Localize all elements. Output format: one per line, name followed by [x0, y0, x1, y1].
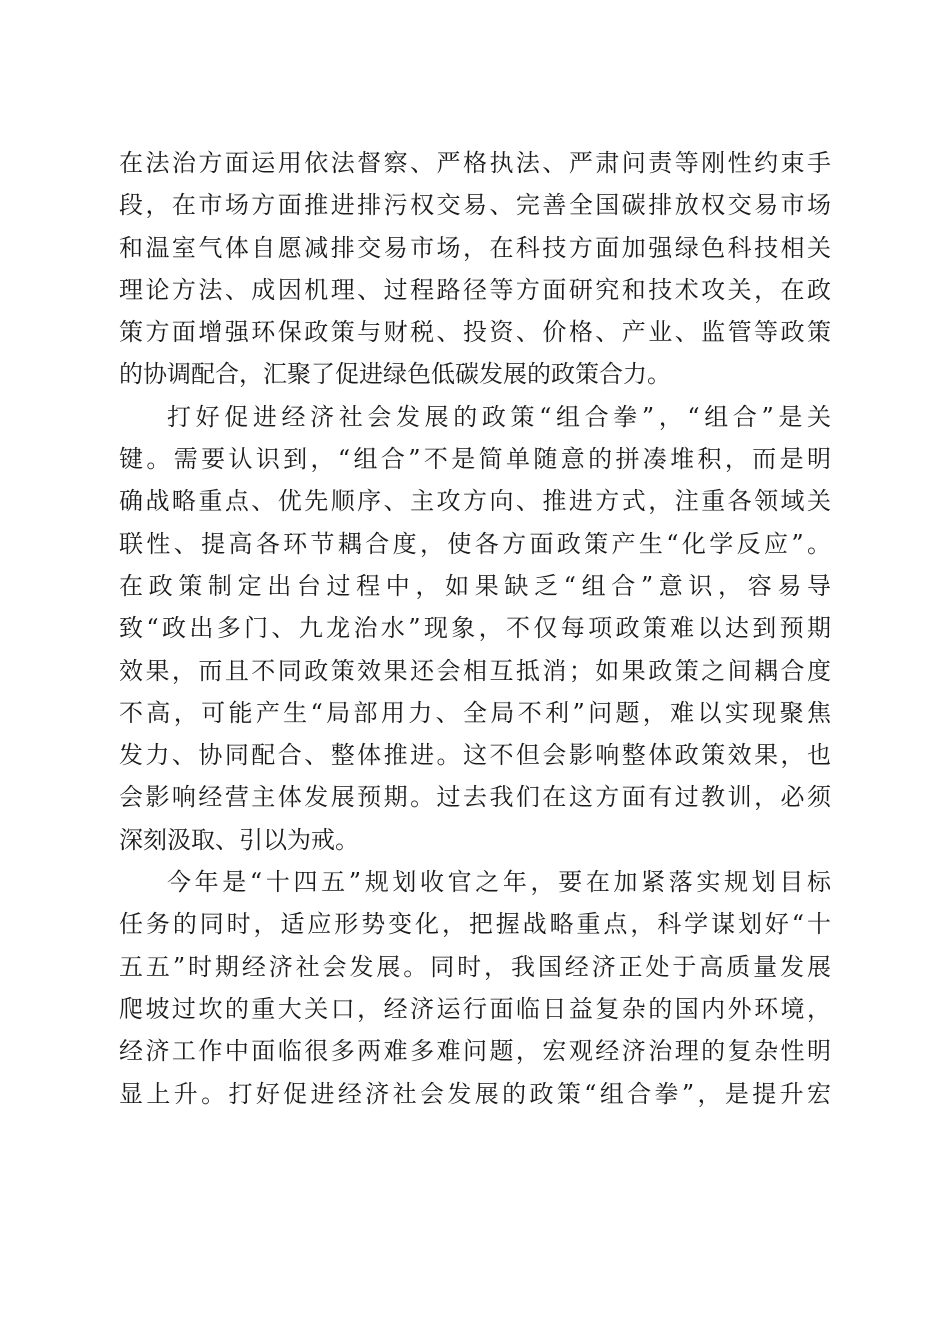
- text-line: 今年是“十四五”规划收官之年，要在加紧落实规划目标: [167, 868, 831, 897]
- text-line: 任务的同时，适应形势变化，把握战略重点，科学谋划好“十: [119, 910, 831, 939]
- text-line: 在法治方面运用依法督察、严格执法、严肃问责等刚性约束手: [119, 149, 831, 177]
- text-line: 效果，而且不同政策效果还会相互抵消；如果政策之间耦合度: [119, 656, 831, 685]
- text-line: 发力、协同配合、整体推进。这不但会影响整体政策效果，也: [119, 741, 831, 770]
- text-line: 致“政出多门、九龙治水”现象，不仅每项政策难以达到预期: [119, 614, 831, 643]
- paragraph: [119, 861, 831, 1115]
- text-line: 显上升。打好促进经济社会发展的政策“组合拳”，是提升宏: [119, 1079, 831, 1108]
- text-line: 会影响经营主体发展预期。过去我们在这方面有过教训，必须: [119, 783, 831, 812]
- text-line: 和温室气体自愿减排交易市场，在科技方面加强绿色科技相关: [119, 233, 831, 262]
- paragraph: [119, 142, 831, 396]
- body-text: [119, 142, 831, 1115]
- text-line: 联性、提高各环节耦合度，使各方面政策产生“化学反应”。: [119, 529, 831, 558]
- text-line: 确战略重点、优先顺序、主攻方向、推进方式，注重各领域关: [119, 487, 831, 516]
- text-line: 键。需要认识到，“组合”不是简单随意的拼凑堆积，而是明: [119, 445, 831, 474]
- text-line: 段，在市场方面推进排污权交易、完善全国碳排放权交易市场: [119, 191, 831, 220]
- text-line: 策方面增强环保政策与财税、投资、价格、产业、监管等政策: [119, 318, 831, 347]
- paragraph: [119, 396, 831, 861]
- text-line: 深刻汲取、引以为戒。: [119, 825, 359, 854]
- text-line: 爬坡过坎的重大关口，经济运行面临日益复杂的国内外环境，: [119, 994, 831, 1023]
- text-line: 的协调配合，汇聚了促进绿色低碳发展的政策合力。: [119, 360, 671, 389]
- text-line: 打好促进经济社会发展的政策“组合拳”，“组合”是关: [167, 402, 831, 431]
- text-line: 经济工作中面临很多两难多难问题，宏观经济治理的复杂性明: [119, 1037, 831, 1066]
- text-line: 五五”时期经济社会发展。同时，我国经济正处于高质量发展: [119, 952, 831, 981]
- text-line: 在政策制定出台过程中，如果缺乏“组合”意识，容易导: [119, 571, 831, 600]
- text-line: 不高，可能产生“局部用力、全局不利”问题，难以实现聚焦: [119, 698, 831, 727]
- text-line: 理论方法、成因机理、过程路径等方面研究和技术攻关，在政: [119, 275, 831, 304]
